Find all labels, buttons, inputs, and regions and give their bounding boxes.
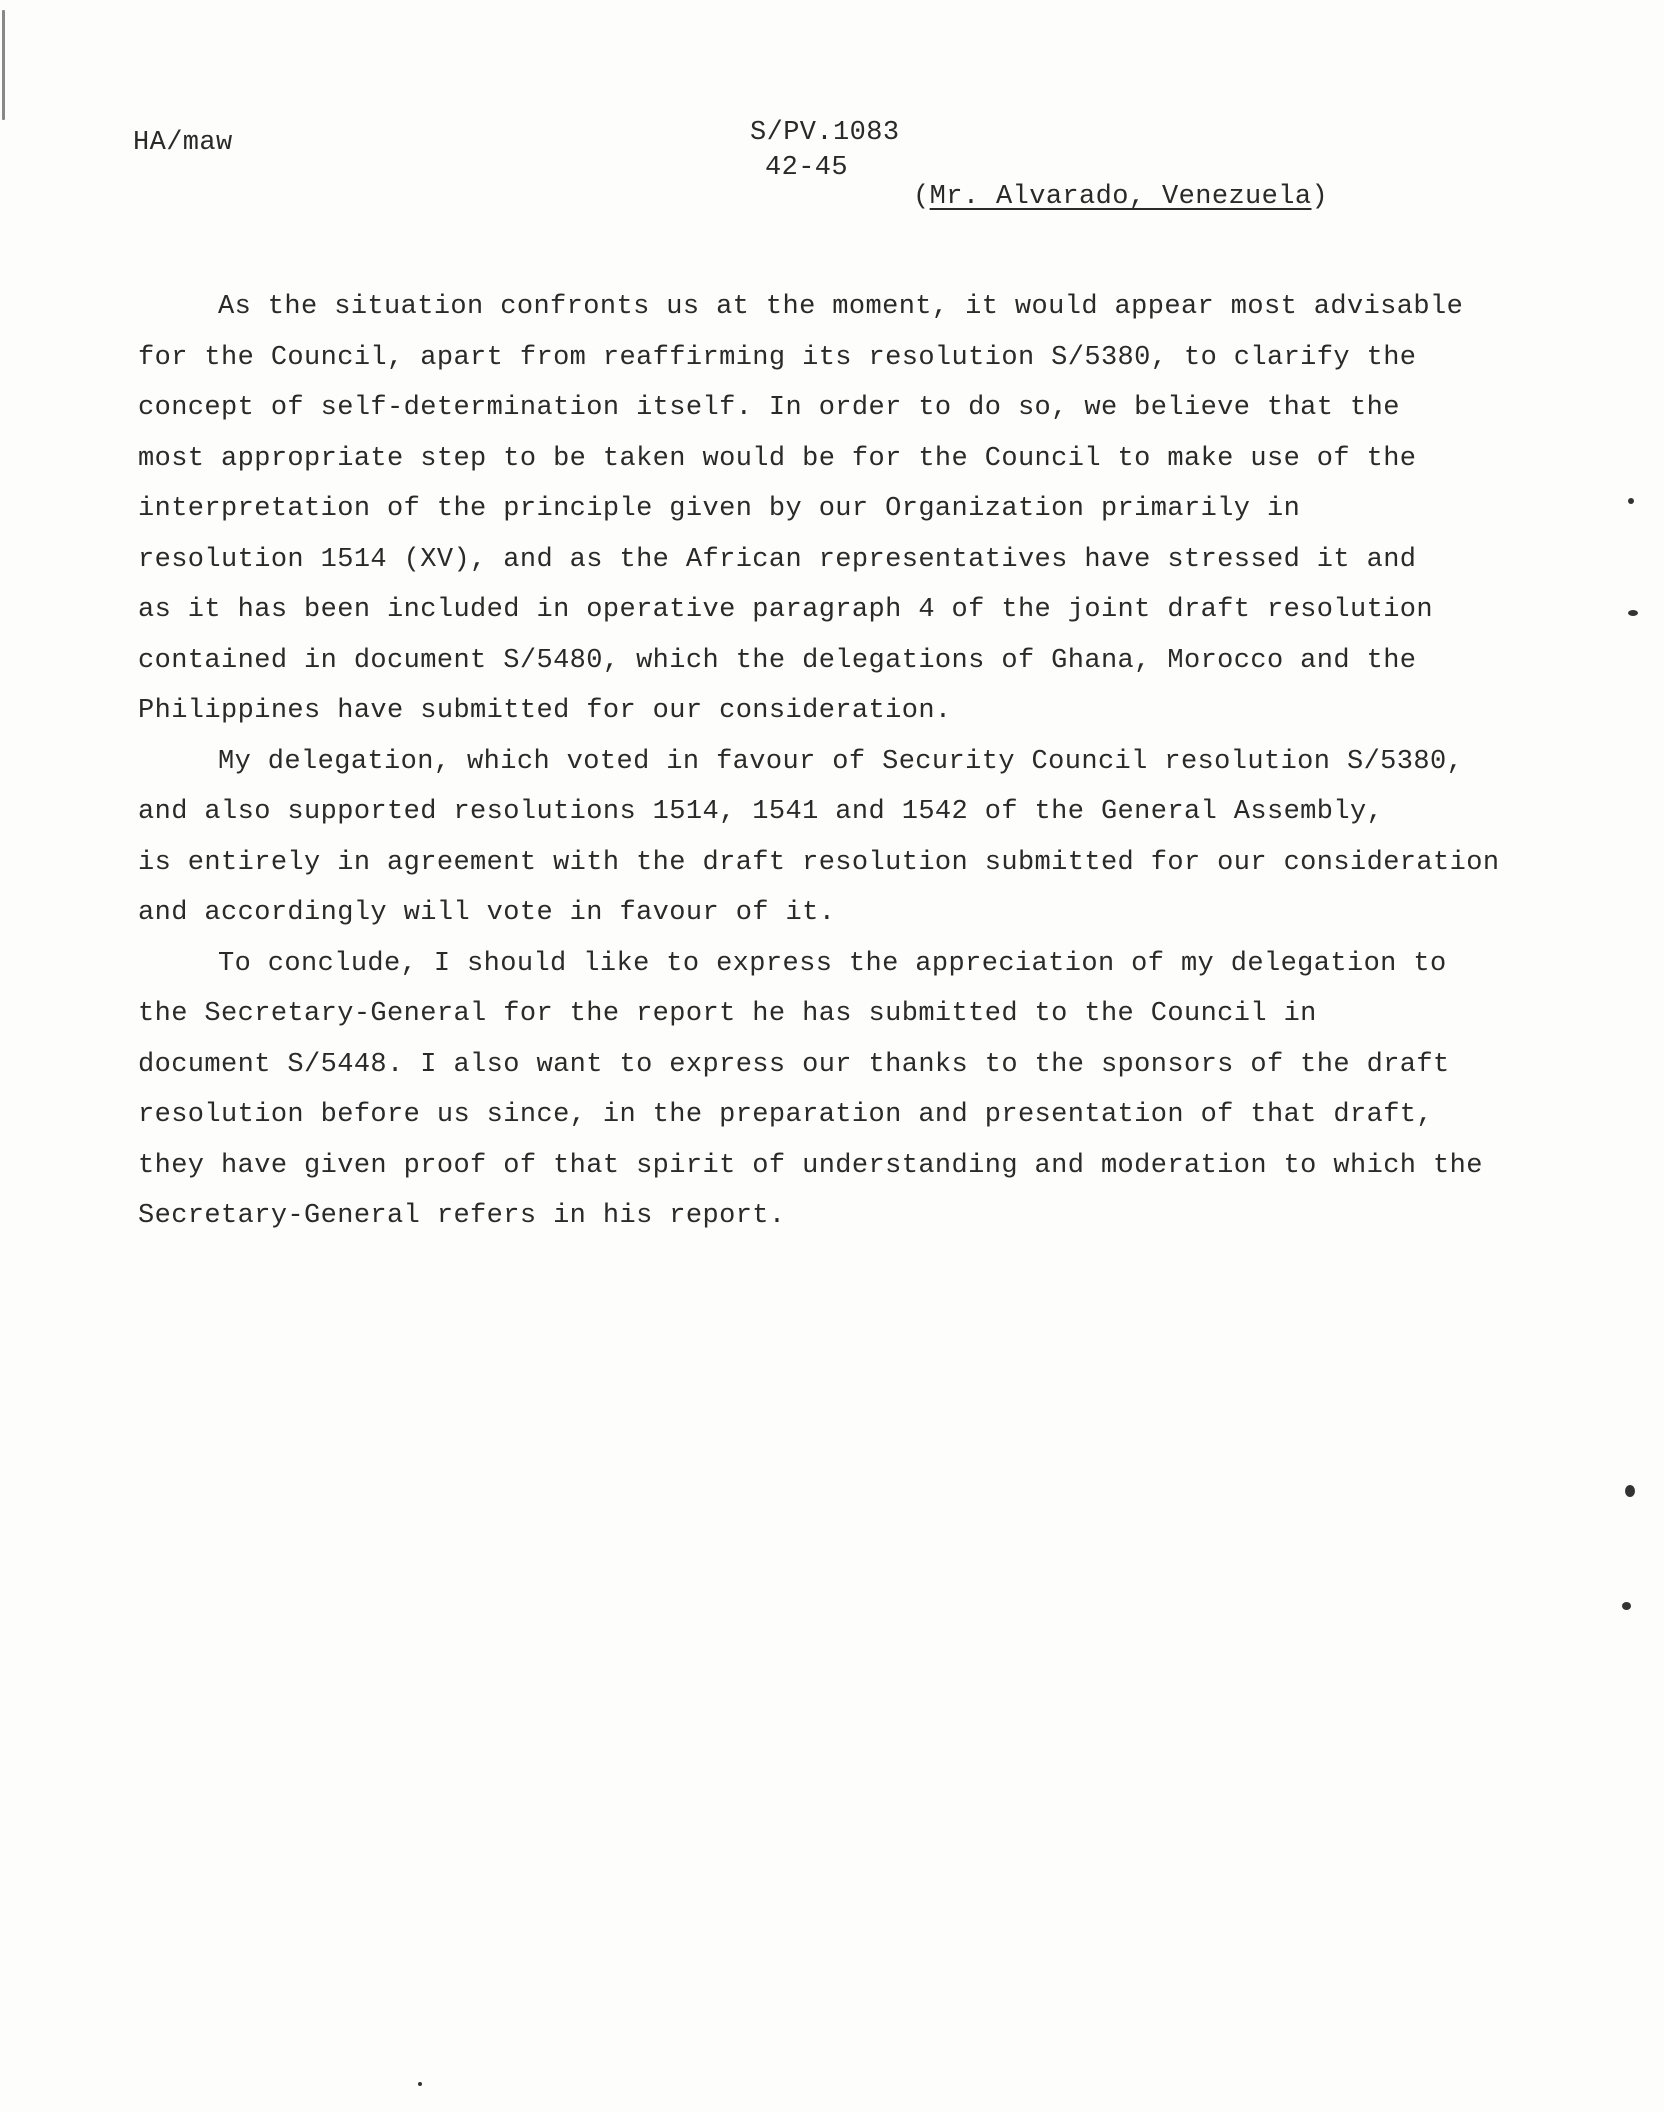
scan-speck bbox=[1622, 1602, 1631, 1610]
speaker-close-paren: ) bbox=[1311, 182, 1329, 212]
speaker-name: Mr. Alvarado, Venezuela bbox=[929, 182, 1312, 212]
text-line: and also supported resolutions 1514, 1541 and 1542 of the General Assembly, bbox=[138, 797, 1384, 827]
text-line: concept of self-determination itself. In order to do so, we believe that the bbox=[138, 393, 1400, 423]
text-line: contained in document S/5480, which the delegations of Ghana, Morocco and the bbox=[138, 645, 1417, 676]
text-line: Secretary-General refers in his report. bbox=[138, 1201, 786, 1231]
text-line: and accordingly will vote in favour of it. bbox=[138, 898, 836, 928]
scan-speck bbox=[1625, 1485, 1635, 1497]
text-line: the Secretary-General for the report he has submitted to the Council in bbox=[138, 999, 1317, 1029]
speech-body bbox=[138, 282, 1538, 1242]
text-line: interpretation of the principle given by our Organization primarily in bbox=[138, 494, 1301, 524]
scan-speck bbox=[2, 10, 5, 120]
text-line: To conclude, I should like to express the appreciation of my delegation to bbox=[218, 948, 1447, 979]
document-symbol: S/PV.1083 bbox=[750, 118, 900, 148]
page-range: 42-45 bbox=[765, 153, 849, 183]
text-line: Philippines have submitted for our consideration. bbox=[138, 696, 952, 726]
text-line: My delegation, which voted in favour of Security Council resolution S/5380, bbox=[218, 746, 1464, 777]
text-line: is entirely in agreement with the draft resolution submitted for our consideration bbox=[138, 847, 1500, 878]
text-line: most appropriate step to be taken would be for the Council to make use of the bbox=[138, 443, 1417, 474]
scan-speck bbox=[418, 2082, 422, 2086]
text-line: as it has been included in operative paragraph 4 of the joint draft resolution bbox=[138, 595, 1434, 625]
scan-speck bbox=[1628, 610, 1638, 616]
scan-speck bbox=[1628, 498, 1634, 504]
speaker-open-paren: ( bbox=[913, 182, 930, 212]
text-line: resolution 1514 (XV), and as the African representatives have stressed it and bbox=[138, 544, 1417, 575]
speaker-attribution bbox=[913, 182, 1328, 212]
text-line: As the situation confronts us at the moment, it would appear most advisable bbox=[218, 292, 1464, 322]
text-line: for the Council, apart from reaffirming its resolution S/5380, to clarify the bbox=[138, 342, 1417, 373]
text-line: they have given proof of that spirit of understanding and moderation to which the bbox=[138, 1150, 1483, 1181]
text-line: document S/5448. I also want to express our thanks to the sponsors of the draft bbox=[138, 1049, 1450, 1080]
text-line: resolution before us since, in the preparation and presentation of that draft, bbox=[138, 1100, 1434, 1130]
typist-initials: HA/maw bbox=[133, 128, 233, 158]
